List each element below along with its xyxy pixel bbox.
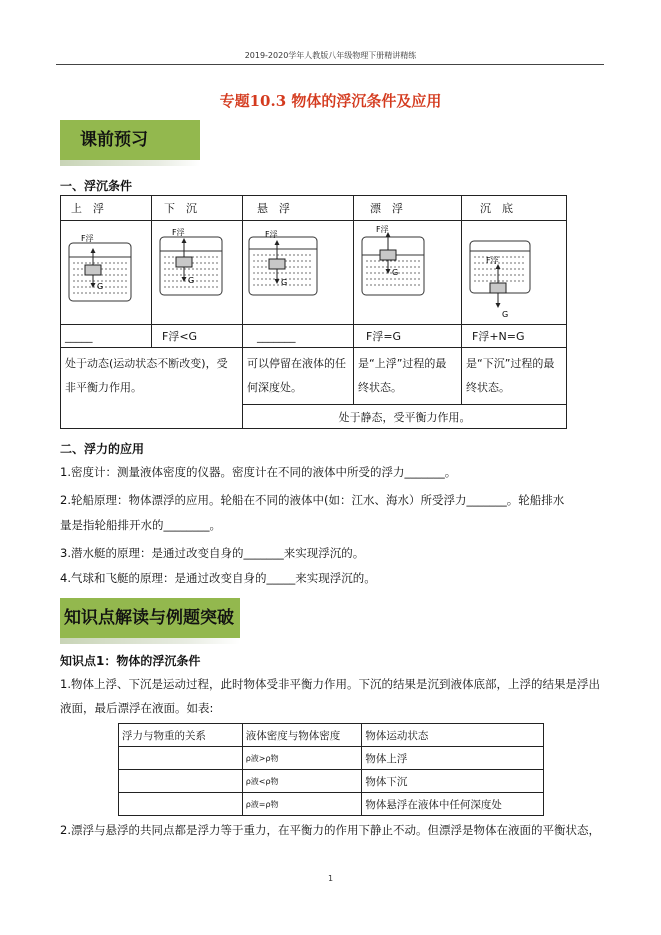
section-heading-float-conditions: 一、浮沉条件 — [60, 179, 133, 193]
cell-motion: 物体下沉 — [362, 770, 544, 793]
banner-shadow — [60, 638, 240, 644]
table-row-forces — [61, 325, 567, 348]
label-g: G — [392, 268, 399, 277]
label-f: F浮 — [486, 256, 499, 265]
table-row — [119, 770, 544, 793]
force-float: F浮=G — [354, 325, 462, 348]
header-divider — [56, 64, 604, 65]
cell-motion: 物体悬浮在液体中任何深度处 — [362, 793, 544, 816]
table-row-figures — [61, 221, 567, 325]
force-sink: F浮<G — [152, 325, 243, 348]
label-f: F浮 — [376, 225, 389, 234]
kp1-paragraph-line: 2.漂浮与悬浮的共同点都是浮力等于重力，在平衡力的作用下静止不动。但漂浮是物体在液面的平衡状态， — [60, 823, 600, 837]
cell-motion: 物体上浮 — [362, 747, 544, 770]
section-heading-applications: 二、浮力的应用 — [60, 442, 145, 456]
force-suspend-blank: _______ — [243, 325, 354, 348]
cell-relation — [119, 793, 243, 816]
header-bottom: 沉 底 — [462, 196, 567, 221]
page-title: 专题10.3 物体的浮沉条件及应用 — [219, 92, 442, 110]
beaker-float-diagram — [354, 221, 461, 321]
float-sink-table — [60, 195, 567, 429]
cell-density: ρ液>ρ物 — [242, 747, 362, 770]
desc-static: 处于静态，受平衡力作用。 — [243, 405, 567, 429]
header-sink: 下 沉 — [152, 196, 243, 221]
application-item: 量是指轮船排开水的________。 — [60, 518, 221, 532]
density-table — [118, 723, 544, 816]
cell-density: ρ液<ρ物 — [242, 770, 362, 793]
label-g: G — [188, 276, 195, 285]
figure-suspend — [243, 221, 354, 325]
banner-knowledge-label: 知识点解读与例题突破 — [60, 598, 240, 638]
force-upfloat-blank: _____ — [61, 325, 152, 348]
page-number: 1 — [327, 874, 334, 883]
header-force-weight: 浮力与物重的关系 — [119, 724, 243, 747]
cell-density: ρ液=ρ物 — [242, 793, 362, 816]
application-item: 1.密度计：测量液体密度的仪器。密度计在不同的液体中所受的浮力_______。 — [60, 465, 457, 479]
cell-relation — [119, 770, 243, 793]
beaker-suspend-diagram — [243, 221, 353, 321]
kp1-paragraph-line: 1.物体上浮、下沉是运动过程，此时物体受非平衡力作用。下沉的结果是沉到液体底部，上浮的结果是浮出 — [60, 677, 600, 691]
figure-upfloat — [61, 221, 152, 325]
application-item: 4.气球和飞艇的原理：是通过改变自身的_____来实现浮沉的。 — [60, 571, 376, 585]
header-density: 液体密度与物体密度 — [242, 724, 362, 747]
beaker-bottom-diagram — [462, 221, 566, 321]
banner-knowledge — [60, 598, 240, 644]
beaker-sink-diagram — [152, 221, 242, 321]
table-row-descriptions — [61, 348, 567, 405]
label-g: G — [97, 282, 104, 291]
kp1-paragraph-line: 液面，最后漂浮在液面。如表: — [60, 701, 214, 715]
header-motion: 物体运动状态 — [362, 724, 544, 747]
desc-float: 是“上浮”过程的最终状态。 — [354, 348, 462, 405]
application-item: 2.轮船原理：物体漂浮的应用。轮船在不同的液体中(如：江水、海水）所受浮力_______。轮船排水 — [60, 493, 565, 507]
application-item: 3.潜水艇的原理：是通过改变自身的_______来实现浮沉的。 — [60, 546, 365, 560]
header-float: 漂 浮 — [354, 196, 462, 221]
label-f: F浮 — [265, 230, 278, 239]
table-row — [119, 724, 544, 747]
knowledge-point-heading: 知识点1：物体的浮沉条件 — [60, 654, 201, 668]
label-g: G — [281, 278, 288, 287]
label-f: F浮 — [81, 234, 94, 243]
page-header: 2019-2020学年人教版八年级物理下册精讲精练 — [244, 51, 417, 60]
banner-shadow — [60, 160, 200, 166]
label-f: F浮 — [172, 228, 185, 237]
figure-float — [354, 221, 462, 325]
table-row — [119, 793, 544, 816]
header-suspend: 悬 浮 — [243, 196, 354, 221]
table-row-headers — [61, 196, 567, 221]
beaker-upfloat-diagram — [61, 221, 151, 321]
figure-sink — [152, 221, 243, 325]
force-bottom: F浮+N=G — [462, 325, 567, 348]
figure-bottom — [462, 221, 567, 325]
label-g: G — [502, 310, 509, 319]
banner-preview-label: 课前预习 — [60, 120, 200, 160]
desc-upfloat-sink: 处于动态(运动状态不断改变)，受非平衡力作用。 — [61, 348, 243, 429]
desc-suspend: 可以停留在液体的任何深度处。 — [243, 348, 354, 405]
cell-relation — [119, 747, 243, 770]
header-upfloat: 上 浮 — [61, 196, 152, 221]
banner-preview — [60, 120, 200, 166]
desc-bottom: 是“下沉”过程的最终状态。 — [462, 348, 567, 405]
table-row — [119, 747, 544, 770]
